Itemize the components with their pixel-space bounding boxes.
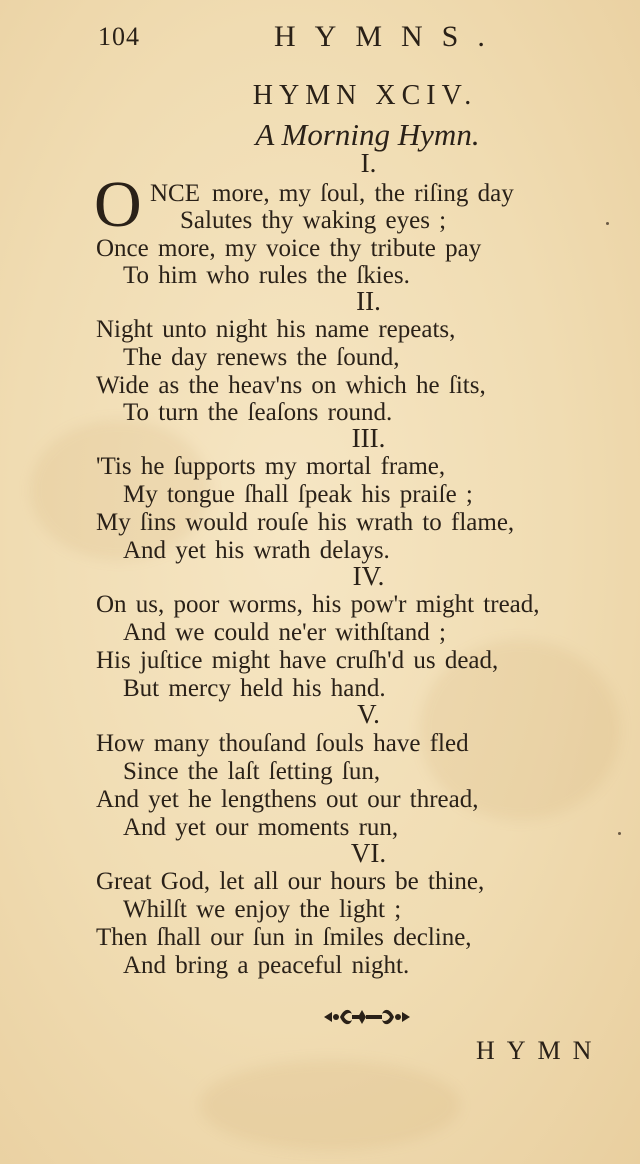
paper-stain (200, 1060, 460, 1150)
verse-line: To him who rules the ſkies. (123, 262, 410, 289)
verse-line: How many thouſand ſouls have fled (96, 730, 469, 757)
first-line-rest: more, my ſoul, the riſing day (212, 180, 514, 207)
verse-line: Once more, my voice thy tribute pay (96, 235, 482, 262)
stanza-numeral: I. (360, 148, 377, 178)
running-title: HYMNS. (274, 20, 504, 53)
stanza-numeral: V. (357, 699, 380, 729)
verse-line: On us, poor worms, his pow'r might tread, (96, 591, 540, 618)
drop-cap: O (94, 168, 142, 241)
verse-line: My ſins would rouſe his wrath to flame, (96, 509, 515, 536)
stanza-numeral: IV. (352, 561, 385, 591)
verse-line: Salutes thy waking eyes ; (180, 207, 447, 234)
verse-line: His juſtice might have cruſh'd us dead, (96, 647, 499, 674)
verse-line: And yet his wrath delays. (123, 537, 390, 564)
verse-line (150, 180, 514, 207)
margin-speck (606, 222, 609, 225)
verse-line: And we could ne'er withſtand ; (123, 619, 446, 646)
running-head (98, 20, 540, 60)
verse-line: Wide as the heav'ns on which he ſits, (96, 372, 486, 399)
verse-line: The day renews the ſound, (123, 344, 400, 371)
verse-line: My tongue ſhall ſpeak his praiſe ; (123, 481, 473, 508)
first-line-caps: NCE (150, 180, 200, 207)
verse-line: 'Tis he ſupports my mortal frame, (96, 453, 446, 480)
verse-line: Then ſhall our ſun in ſmiles decline, (96, 924, 472, 951)
hymn-title: A Morning Hymn. (255, 117, 480, 152)
verse-line: But mercy held his hand. (123, 675, 386, 702)
page-number: 104 (98, 22, 140, 51)
stanza-numeral: VI. (350, 838, 387, 868)
printers-ornament (322, 1004, 412, 1030)
verse-line: And bring a peaceful night. (123, 952, 410, 979)
stanza-numeral: II. (356, 286, 381, 316)
stanza-numeral: III. (351, 423, 386, 453)
verse-line: Since the laſt ſetting ſun, (123, 758, 381, 785)
margin-speck (618, 832, 621, 835)
verse-line: Great God, let all our hours be thine, (96, 868, 485, 895)
catchword: HYMN (476, 1036, 604, 1065)
verse-line: And yet our moments run, (123, 814, 399, 841)
verse-line: And yet he lengthens out our thread, (96, 786, 479, 813)
hymn-number: HYMN XCIV. (252, 80, 478, 111)
verse-line: To turn the ſeaſons round. (123, 399, 393, 426)
verse-line: Night unto night his name repeats, (96, 316, 456, 343)
verse-line: Whilſt we enjoy the light ; (123, 896, 402, 923)
